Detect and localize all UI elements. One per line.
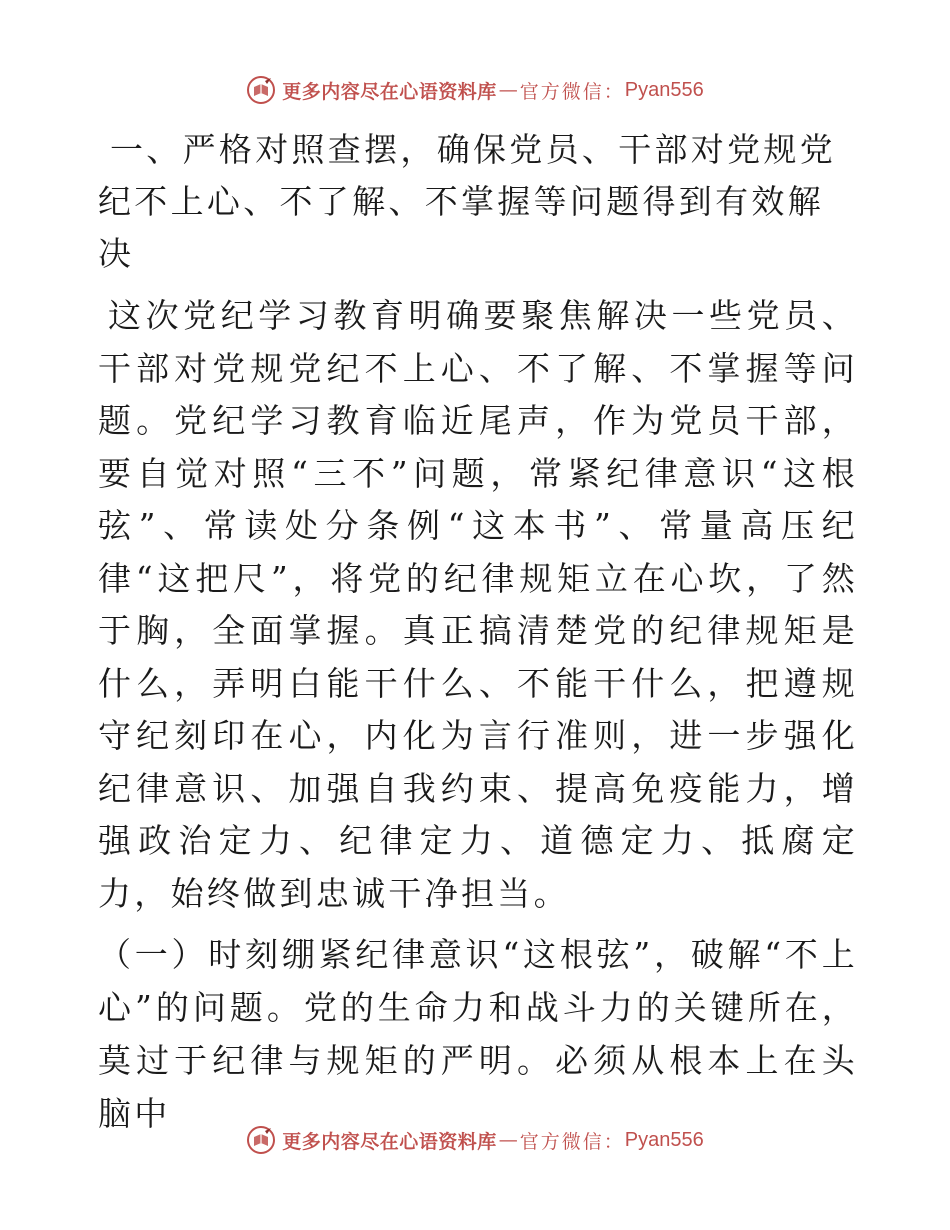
section-heading: 一、严格对照查摆，确保党员、干部对党规党纪不上心、不了解、不掌握等问题得到有效解决 xyxy=(98,130,836,273)
book-quill-logo-icon xyxy=(246,75,276,105)
footer-watermark-banner xyxy=(0,1120,950,1160)
banner-brand-text: 更多内容尽在心语资料库 xyxy=(282,80,497,103)
banner-brand-text: 更多内容尽在心语资料库 xyxy=(282,1130,497,1153)
body-paragraph: 这次党纪学习教育明确要聚焦解决一些党员、干部对党规党纪不上心、不了解、不掌握等问题。党纪学习教育临近尾声，作为党员干部，要自觉对照“三不”问题，常紧纪律意识“这根弦”、常读处分条例“这本书”、常量高压纪律“这把尺”，将党的纪律规矩立在心坎，了然于胸，全面掌握。真正搞清楚党的纪律规矩是什么，弄明白能干什么、不能干什么，把遵规守纪刻印在心，内化为言行准则，进一步强化纪律意识、加强自我约束、提高免疫能力，增强政治定力、纪律定力、道德定力、抵腐定力，始终做到忠诚干净担当。 xyxy=(98,296,858,913)
banner-wechat-id: Pyan556 xyxy=(624,1128,704,1151)
banner-separator: — xyxy=(498,79,518,101)
document-body xyxy=(98,124,858,1148)
banner-wechat-label: 官方微信： xyxy=(519,1130,625,1153)
book-quill-logo-icon xyxy=(246,1125,276,1155)
banner-separator: — xyxy=(498,1129,518,1151)
body-paragraph: （一）时刻绷紧纪律意识“这根弦”，破解“不上心”的问题。党的生命力和战斗力的关键所在，莫过于纪律与规矩的严明。必须从根本上在头脑中 xyxy=(98,935,858,1133)
banner-wechat-id: Pyan556 xyxy=(624,78,704,101)
banner-wechat-label: 官方微信： xyxy=(519,80,625,103)
header-watermark-banner xyxy=(0,70,950,110)
